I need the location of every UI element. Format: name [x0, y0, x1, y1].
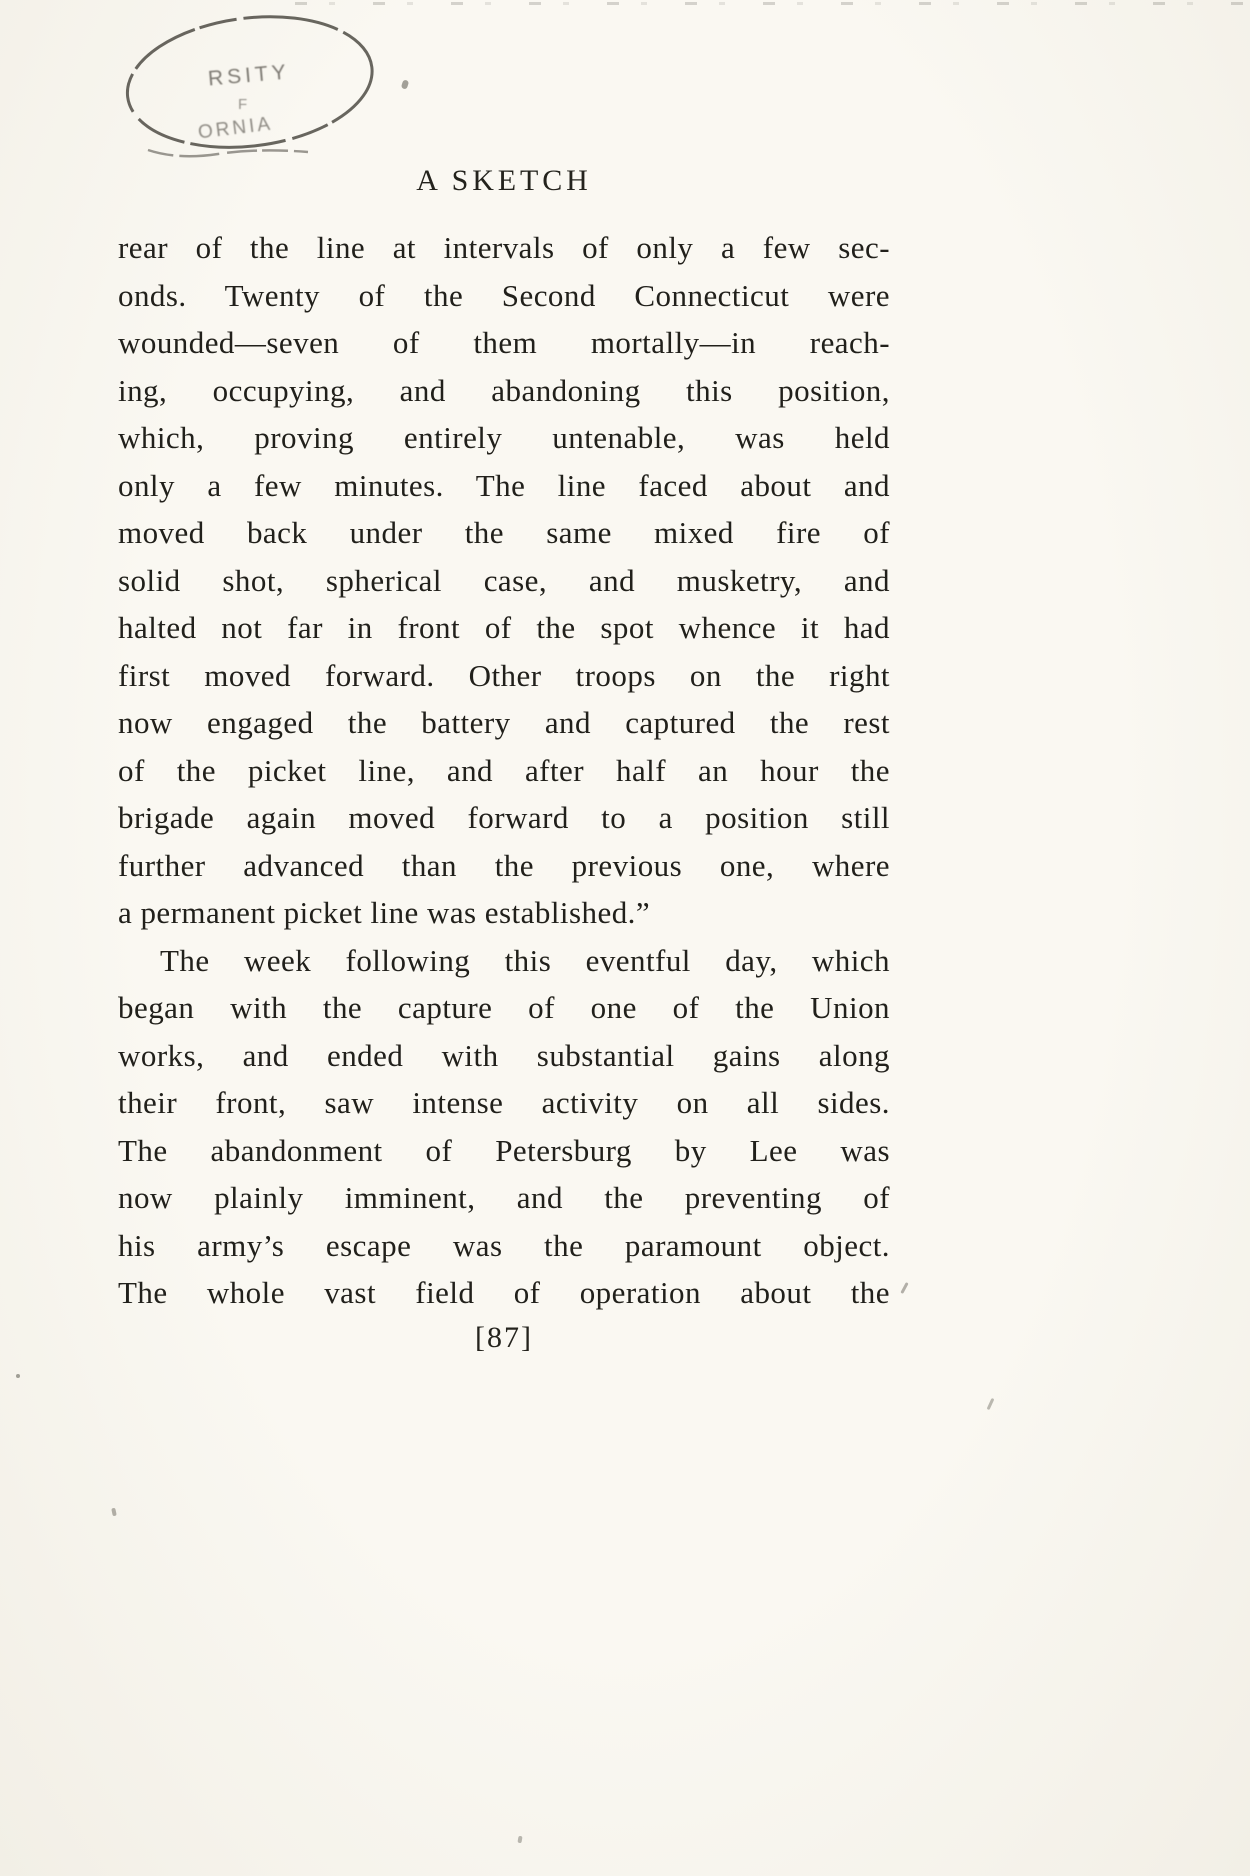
text-line: The whole vast field of operation about the	[118, 1275, 890, 1310]
stamp-text-fragment: ORNIA	[196, 113, 275, 144]
text-line: onds. Twenty of the Second Connecticut were	[118, 277, 890, 313]
scan-speck	[987, 1398, 995, 1410]
text-line: solid shot, spherical case, and musketry, and	[118, 562, 890, 598]
text-line: The week following this eventful day, which	[160, 942, 890, 978]
text-line: only a few minutes. The line faced about and	[118, 467, 890, 503]
scan-artifact-top-dots	[295, 2, 1245, 5]
stamp-text-fragment: RSITY	[207, 60, 291, 91]
scan-speck	[111, 1508, 117, 1517]
text-line: first moved forward. Other troops on the right	[118, 657, 890, 693]
text-line: works, and ended with substantial gains along	[118, 1037, 890, 1073]
text-line: now engaged the battery and captured the rest	[118, 705, 890, 740]
text-column	[118, 164, 890, 1355]
scan-speck	[517, 1836, 522, 1844]
scan-speck	[16, 1374, 20, 1378]
body-text	[118, 224, 890, 1317]
text-line: now plainly imminent, and the preventing of	[118, 1180, 890, 1215]
text-line: which, proving entirely untenable, was held	[118, 420, 890, 455]
text-line: brigade again moved forward to a position still	[118, 800, 890, 835]
stamp-text-fragment: F	[238, 96, 250, 113]
text-line: of the picket line, and after half an hour the	[118, 752, 890, 788]
scan-speck	[401, 79, 409, 89]
text-line: ing, occupying, and abandoning this position,	[118, 372, 890, 408]
running-head: A SKETCH	[416, 164, 592, 197]
page-number: [87]	[475, 1320, 533, 1354]
text-line: a permanent picket line was established.”	[118, 895, 651, 930]
text-line: moved back under the same mixed fire of	[118, 515, 890, 550]
text-line: rear of the line at intervals of only a few sec-	[118, 230, 890, 265]
text-line: halted not far in front of the spot whence it had	[118, 610, 890, 645]
text-line: further advanced than the previous one, where	[118, 847, 890, 883]
text-line: The abandonment of Petersburg by Lee was	[118, 1132, 890, 1168]
text-line: his army’s escape was the paramount object.	[118, 1227, 890, 1263]
scan-speck	[900, 1282, 908, 1294]
text-line: their front, saw intense activity on all sides.	[118, 1085, 890, 1120]
text-line: wounded—seven of them mortally—in reach-	[118, 325, 890, 360]
text-line: began with the capture of one of the Union	[118, 990, 890, 1025]
library-stamp	[112, 4, 388, 166]
